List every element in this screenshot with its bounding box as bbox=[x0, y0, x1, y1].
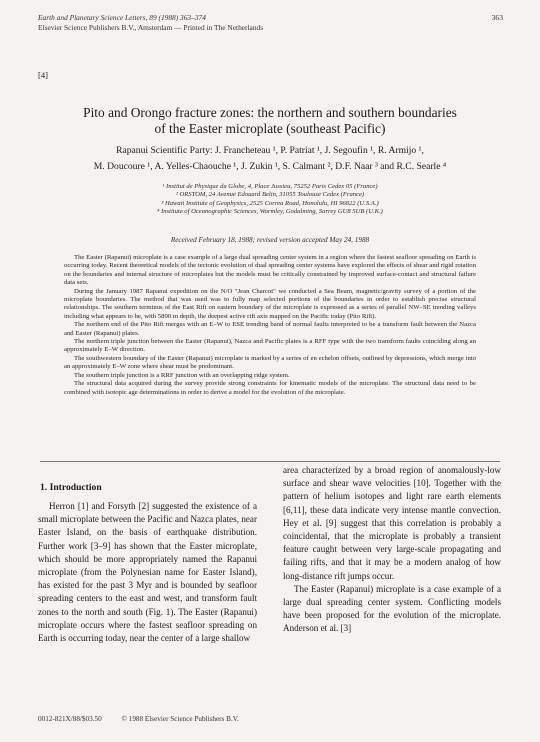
journal-header bbox=[38, 13, 458, 32]
body-paragraph: Herron [1] and Forsyth [2] suggested the existence of a small microplate between the Pacific and Nazca plates, near Easter Island, on the basis of earthquake distribution. Further work [3–9] has shown that the Easter microplate, which should be more appropriately named the Rapanui microplate (from the Polynesian name for Easter Island), has existed for the past 3 Myr and is bounded by seafloor spreading centers to the east and west, and transform fault zones to the north and south (Fig. 1). The Easter (Rapanui) microplate occurs where the fastest seafloor spreading on Earth is occurring today, near the center of a large shallow bbox=[38, 501, 257, 644]
author-line: Rapanui Scientific Party: J. Francheteau ¹, P. Patriat ¹, J. Segoufin ¹, R. Armijo ¹, bbox=[116, 145, 424, 156]
affiliation: ¹ Institut de Physique du Globe, 4, Place Jussieu, 75252 Paris Cedex 05 (France) bbox=[162, 183, 378, 190]
abstract-paragraph: During the January 1987 Rapanui expedition on the N/O "Jean Charcot" we conducted a Sea Beam, magnetic/gravity survey of a portion of the microplate boundaries. The method that was used was to fully map selected portions of the boundaries in order to establish precise structural relationships. The southern terminus of the East Rift on eastern boundary of the microplate is expressed as a series of parallel NW–SE trending valleys including what appears to be, with 5890 m depth, the deepest active rift axis mapped on the Pacific today (Pito Rift). bbox=[64, 287, 476, 320]
article-number: [4] bbox=[38, 70, 49, 80]
title-line: of the Easter microplate (southeast Pacific) bbox=[154, 121, 386, 136]
abstract-paragraph: The northern end of the Pito Rift merges with an E–W to ESE trending band of normal faults interpreted to be a transform fault between the Nazca and Easter (Rapanui) plates. bbox=[64, 321, 476, 337]
copyright-notice: © 1988 Elsevier Science Publishers B.V. bbox=[121, 715, 239, 723]
abstract-paragraph: The northern triple junction between the Easter (Rapanui), Nazca and Pacific plates is a RFF type with the two transform faults coinciding along an approximately E–W direction. bbox=[64, 338, 476, 354]
affiliation: ² ORSTOM, 24 Avenue Edouard Belin, 31055 Toulouse Cedex (France) bbox=[175, 191, 365, 199]
journal-citation: Earth and Planetary Science Letters, 89 (1988) 363–374 bbox=[38, 13, 206, 22]
body-paragraph: The Easter (Rapanui) microplate is a case example of a large dual spreading center system. Conflicting models have been proposed for the evolution of the microplate. Anderson et al. [3] bbox=[283, 583, 501, 634]
abstract-paragraph: The Easter (Rapanui) microplate is a case example of a large dual spreading center system in a region where the fastest seafloor spreading on Earth is occurring today. Recent theoretical models of the tectonic evolution of dual spreading center systems have explored the effects of shear and rigid rotation on the boundaries and internal structure of microplates but the models must be critically constrained by improved surface-contact and structural failure data sets. bbox=[64, 254, 476, 287]
author-list bbox=[22, 143, 518, 175]
received-date: Received February 18, 1988; revised version accepted May 24, 1988 bbox=[170, 236, 370, 244]
section-divider bbox=[40, 461, 500, 462]
author-line: M. Doucoure ¹, A. Yelles-Chaouche ¹, J. Zukin ¹, S. Calmant ², D.F. Naar ³ and R.C. Searle ⁴ bbox=[93, 161, 447, 172]
affiliations bbox=[40, 183, 500, 217]
page-footer bbox=[38, 715, 257, 723]
article-title bbox=[30, 105, 510, 137]
section-heading: 1. Introduction bbox=[40, 482, 102, 493]
issn-code: 0012-821X/88/$03.50 bbox=[38, 715, 102, 723]
right-column bbox=[283, 464, 501, 636]
abstract-paragraph: The southwestern boundary of the Easter (Rapanui) microplate is marked by a series of en echelon offsets, outlined by depressions, which merge into an approximately E–W zone where shear must be predominant. bbox=[64, 354, 476, 371]
title-line: Pito and Orongo fracture zones: the northern and southern boundaries bbox=[83, 105, 457, 120]
affiliation: ³ Hawaii Institute of Geophysics, 2525 Correa Road, Honolulu, HI 96822 (U.S.A.) bbox=[161, 199, 379, 207]
abstract-paragraph: The southern triple junction is a RRF junction with an overlapping ridge system. bbox=[74, 371, 290, 379]
page-number: 363 bbox=[491, 13, 503, 22]
body-paragraph: area characterized by a broad region of anomalously-low surface and shear wave velocities [10]. Together with the pattern of helium isotopes and light rare earth elements [6,11], these data indicate very intense mantle convection. Hey et al. [9] suggest that this correlation is probably a coincidental, that the microplate is probably a transient feature caught between very large-scale propagating and failing rifts, and that it may be a modern analog of how long-distance rift jumps occur. bbox=[283, 465, 501, 581]
abstract-paragraph: The structural data acquired during the survey provide strong constraints for kinematic models of the microplate. The structural data need to be combined with isotopic age determinations in order to derive a model for the evolution of the microplate. bbox=[64, 380, 476, 396]
affiliation: ⁴ Institute of Oceanographic Sciences, Wormley, Godalming, Surrey GU8 5UB (U.K.) bbox=[157, 208, 383, 216]
abstract bbox=[64, 254, 476, 397]
publisher-line: Elsevier Science Publishers B.V., Amsterdam — Printed in The Netherlands bbox=[38, 22, 264, 32]
left-column bbox=[38, 500, 257, 645]
